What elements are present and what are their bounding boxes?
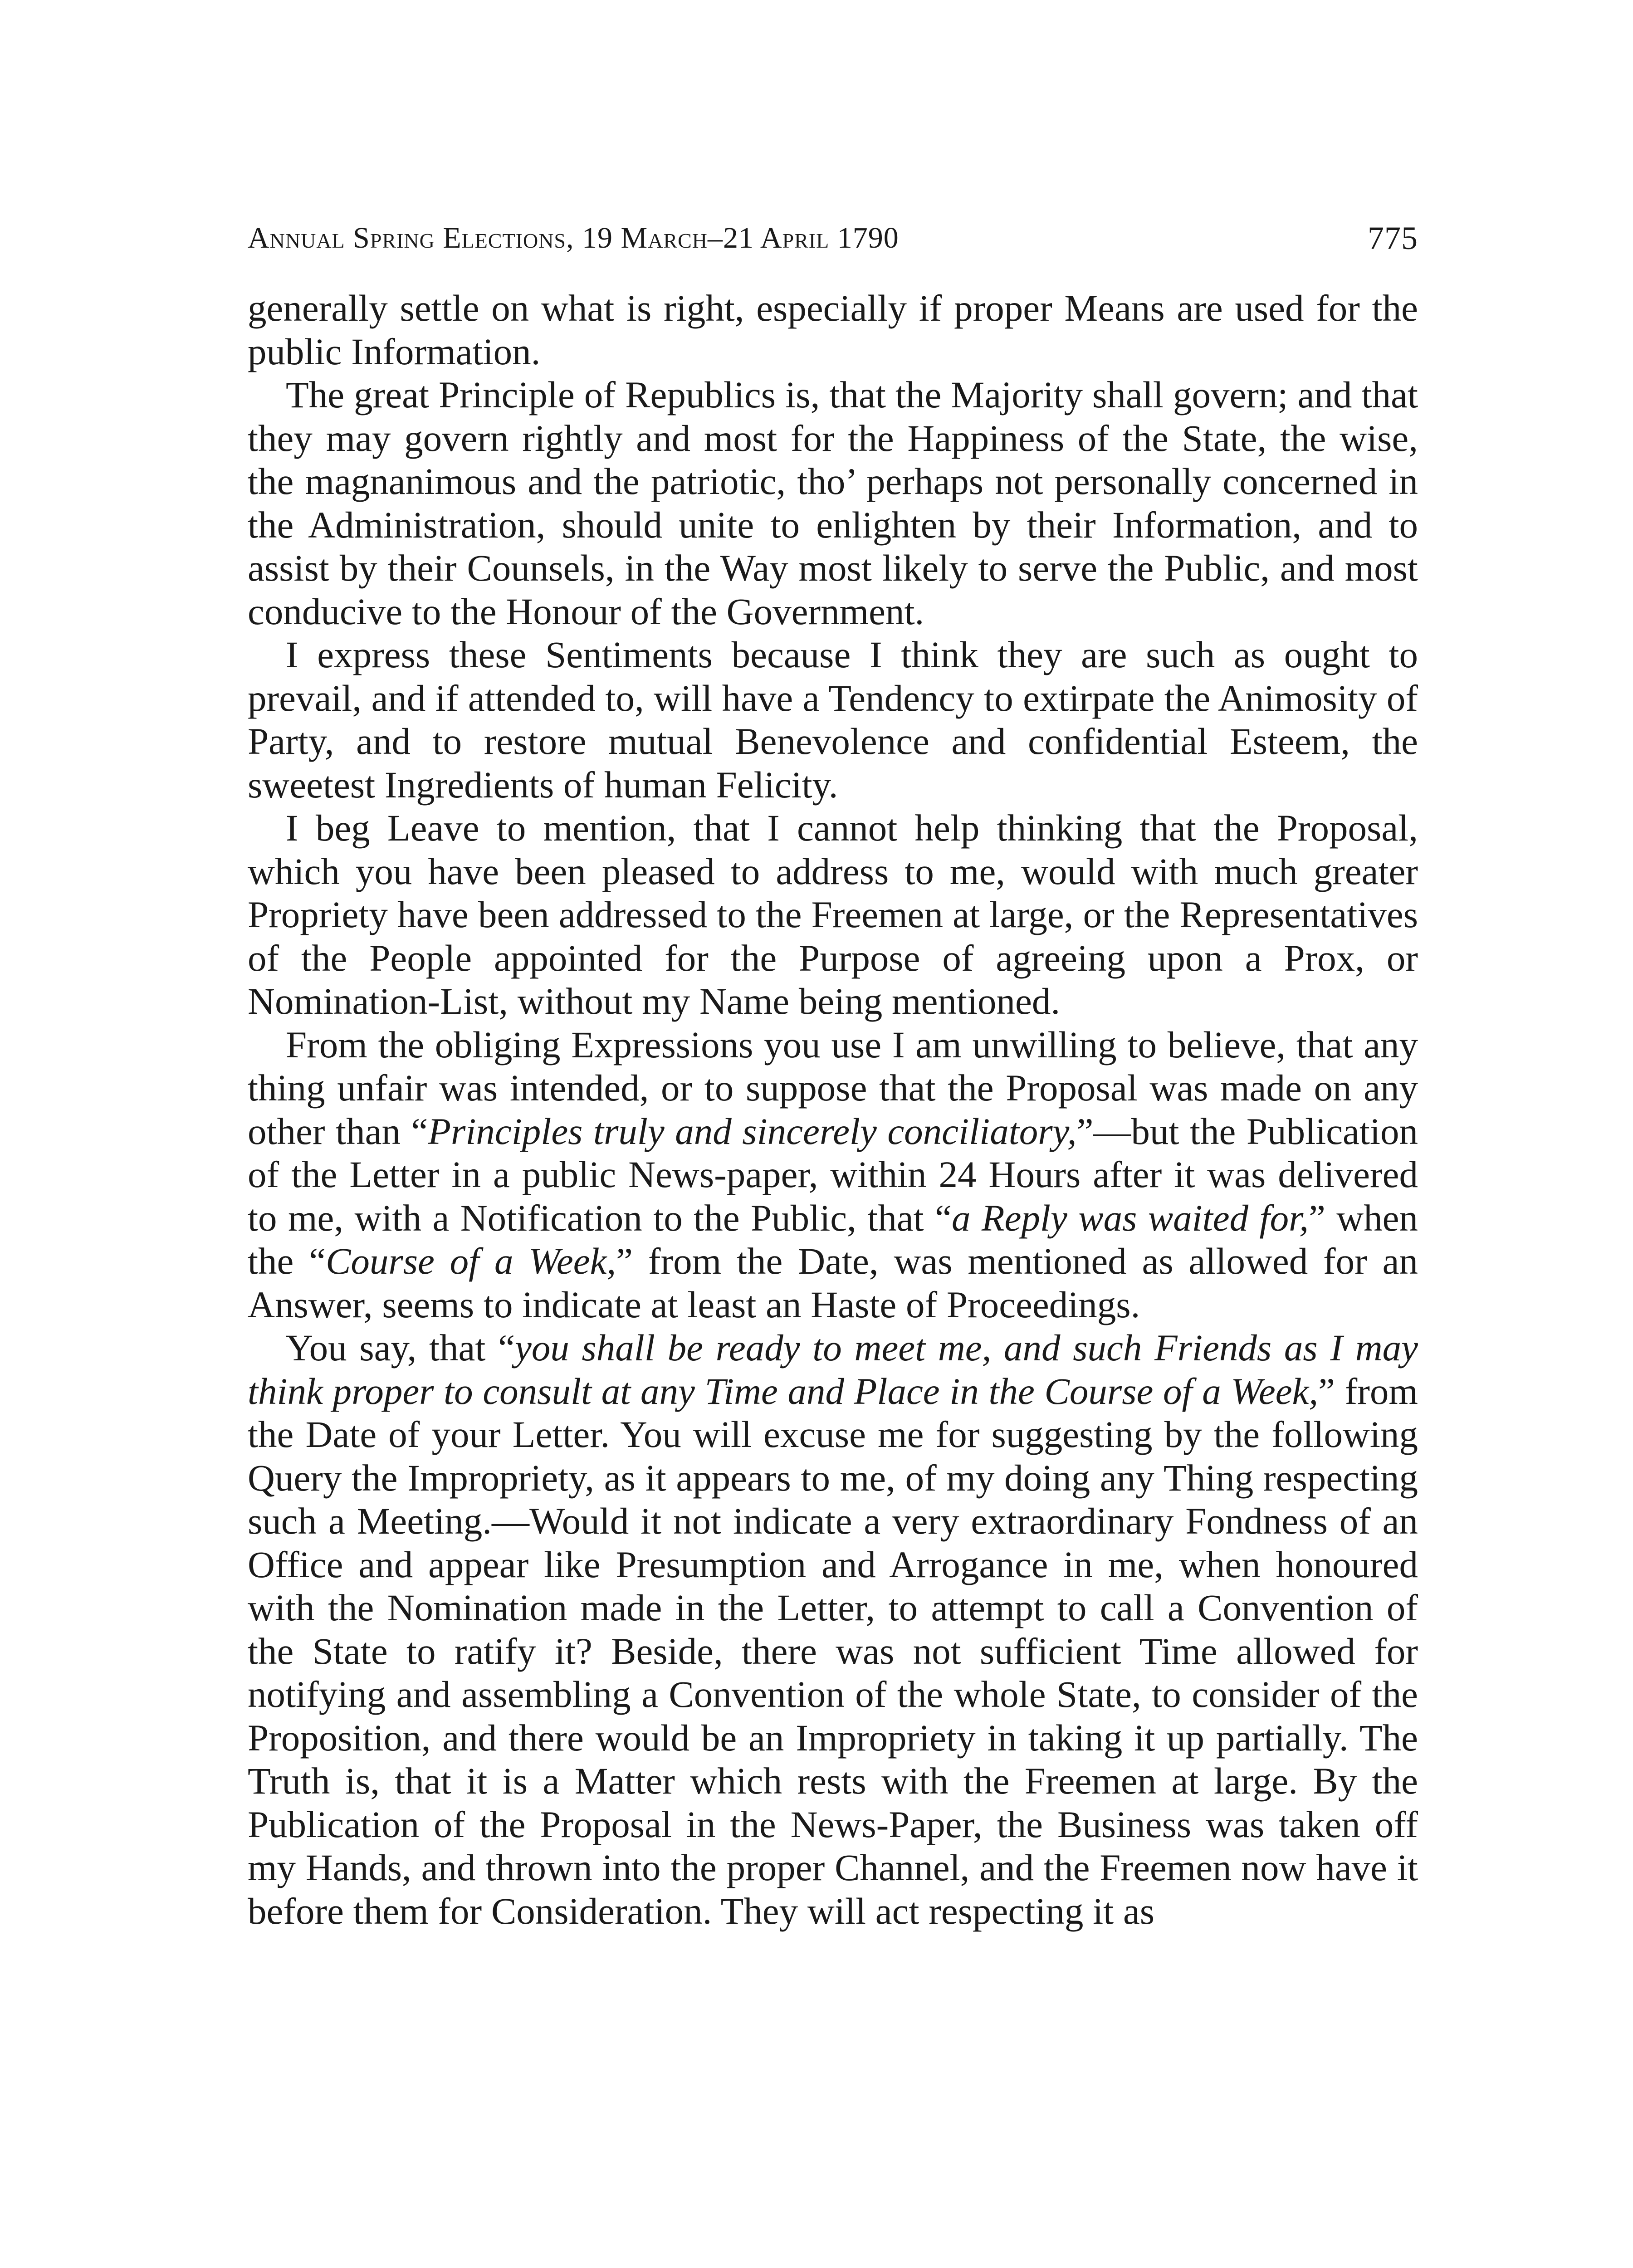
paragraph xyxy=(248,633,1418,807)
paragraph-text: The great Principle of Republics is, that the Majority shall govern; and that they may govern rightly and most for the Happiness of the State, the wise, the magnanimous and the patriotic, tho’ perhaps not personally concerned in the Administration, should unite to enlighten by their Information, and to assist by their Counsels, in the Way most likely to serve the Public, and most conducive to the Honour of the Government. xyxy=(248,374,1418,632)
paragraph xyxy=(248,1023,1418,1327)
paragraph-text: ” from the Date of your Letter. You will excuse me for suggesting by the following Query the Impropriety, as it appears to me, of my doing any Thing respecting such a Meeting.—Would it not indicate a very extraordinary Fondness of an Office and appear like Presumption and Arrogance in me, when honoured with the Nomination made in the Letter, to attempt to call a Convention of the State to ratify it? Beside, there was not sufficient Time allowed for notifying and assembling a Convention of the whole State, to consider of the Proposition, and there would be an Impropriety in taking it up partially. The Truth is, that it is a Matter which rests with the Freemen at large. By the Publication of the Proposal in the News-Paper, the Business was taken off my Hands, and thrown into the proper Channel, and the Freemen now have it before them for Consideration. They will act respecting it as xyxy=(248,1370,1418,1932)
paragraph xyxy=(248,287,1418,373)
document-page xyxy=(248,213,1418,1933)
paragraph-text: From the obliging Expressions you use I am unwilling to believe, that any thing unfair was intended, or to suppose that the Proposal was made on any other than “ xyxy=(248,1023,1418,1152)
paragraph xyxy=(248,1326,1418,1933)
paragraph-text: You say, that “ xyxy=(286,1327,515,1369)
quoted-phrase: you shall be ready to meet me, and such Friends as I may think proper to consult at any Time and Place in the Course of a Week, xyxy=(248,1327,1418,1412)
paragraph-text: ”—but the Publication of the Letter in a public News-paper, within 24 Hours after it was delivered to me, with a Notification to the Public, that “ xyxy=(248,1110,1418,1239)
quoted-phrase: Course of a Week, xyxy=(326,1240,616,1282)
paragraph xyxy=(248,807,1418,1023)
body-text xyxy=(248,287,1418,1933)
paragraph-text: ” when the “ xyxy=(248,1197,1418,1282)
page-number: 775 xyxy=(1368,220,1418,256)
quoted-phrase: Principles truly and sincerely conciliatory, xyxy=(428,1110,1077,1152)
running-header xyxy=(248,213,1418,263)
paragraph-text: I beg Leave to mention, that I cannot help thinking that the Proposal, which you have been pleased to address to me, would with much greater Propriety have been addressed to the Freemen at large, or the Representatives of the People appointed for the Purpose of agreeing upon a Prox, or Nomination-List, without my Name being mentioned. xyxy=(248,807,1418,1022)
paragraph-text: I express these Sentiments because I think they are such as ought to prevail, and if attended to, will have a Tendency to extirpate the Animosity of Party, and to restore mutual Benevolence and confidential Esteem, the sweetest Ingredients of human Felicity. xyxy=(248,634,1418,806)
paragraph-text: ” from the Date, was mentioned as allowed for an Answer, seems to indicate at least an Haste of Proceedings. xyxy=(248,1240,1418,1325)
running-title: Annual Spring Elections, 19 March–21 April 1790 xyxy=(248,221,899,254)
paragraph xyxy=(248,373,1418,633)
paragraph-text: generally settle on what is right, especially if proper Means are used for the public Information. xyxy=(248,287,1418,372)
quoted-phrase: a Reply was waited for, xyxy=(951,1197,1309,1239)
